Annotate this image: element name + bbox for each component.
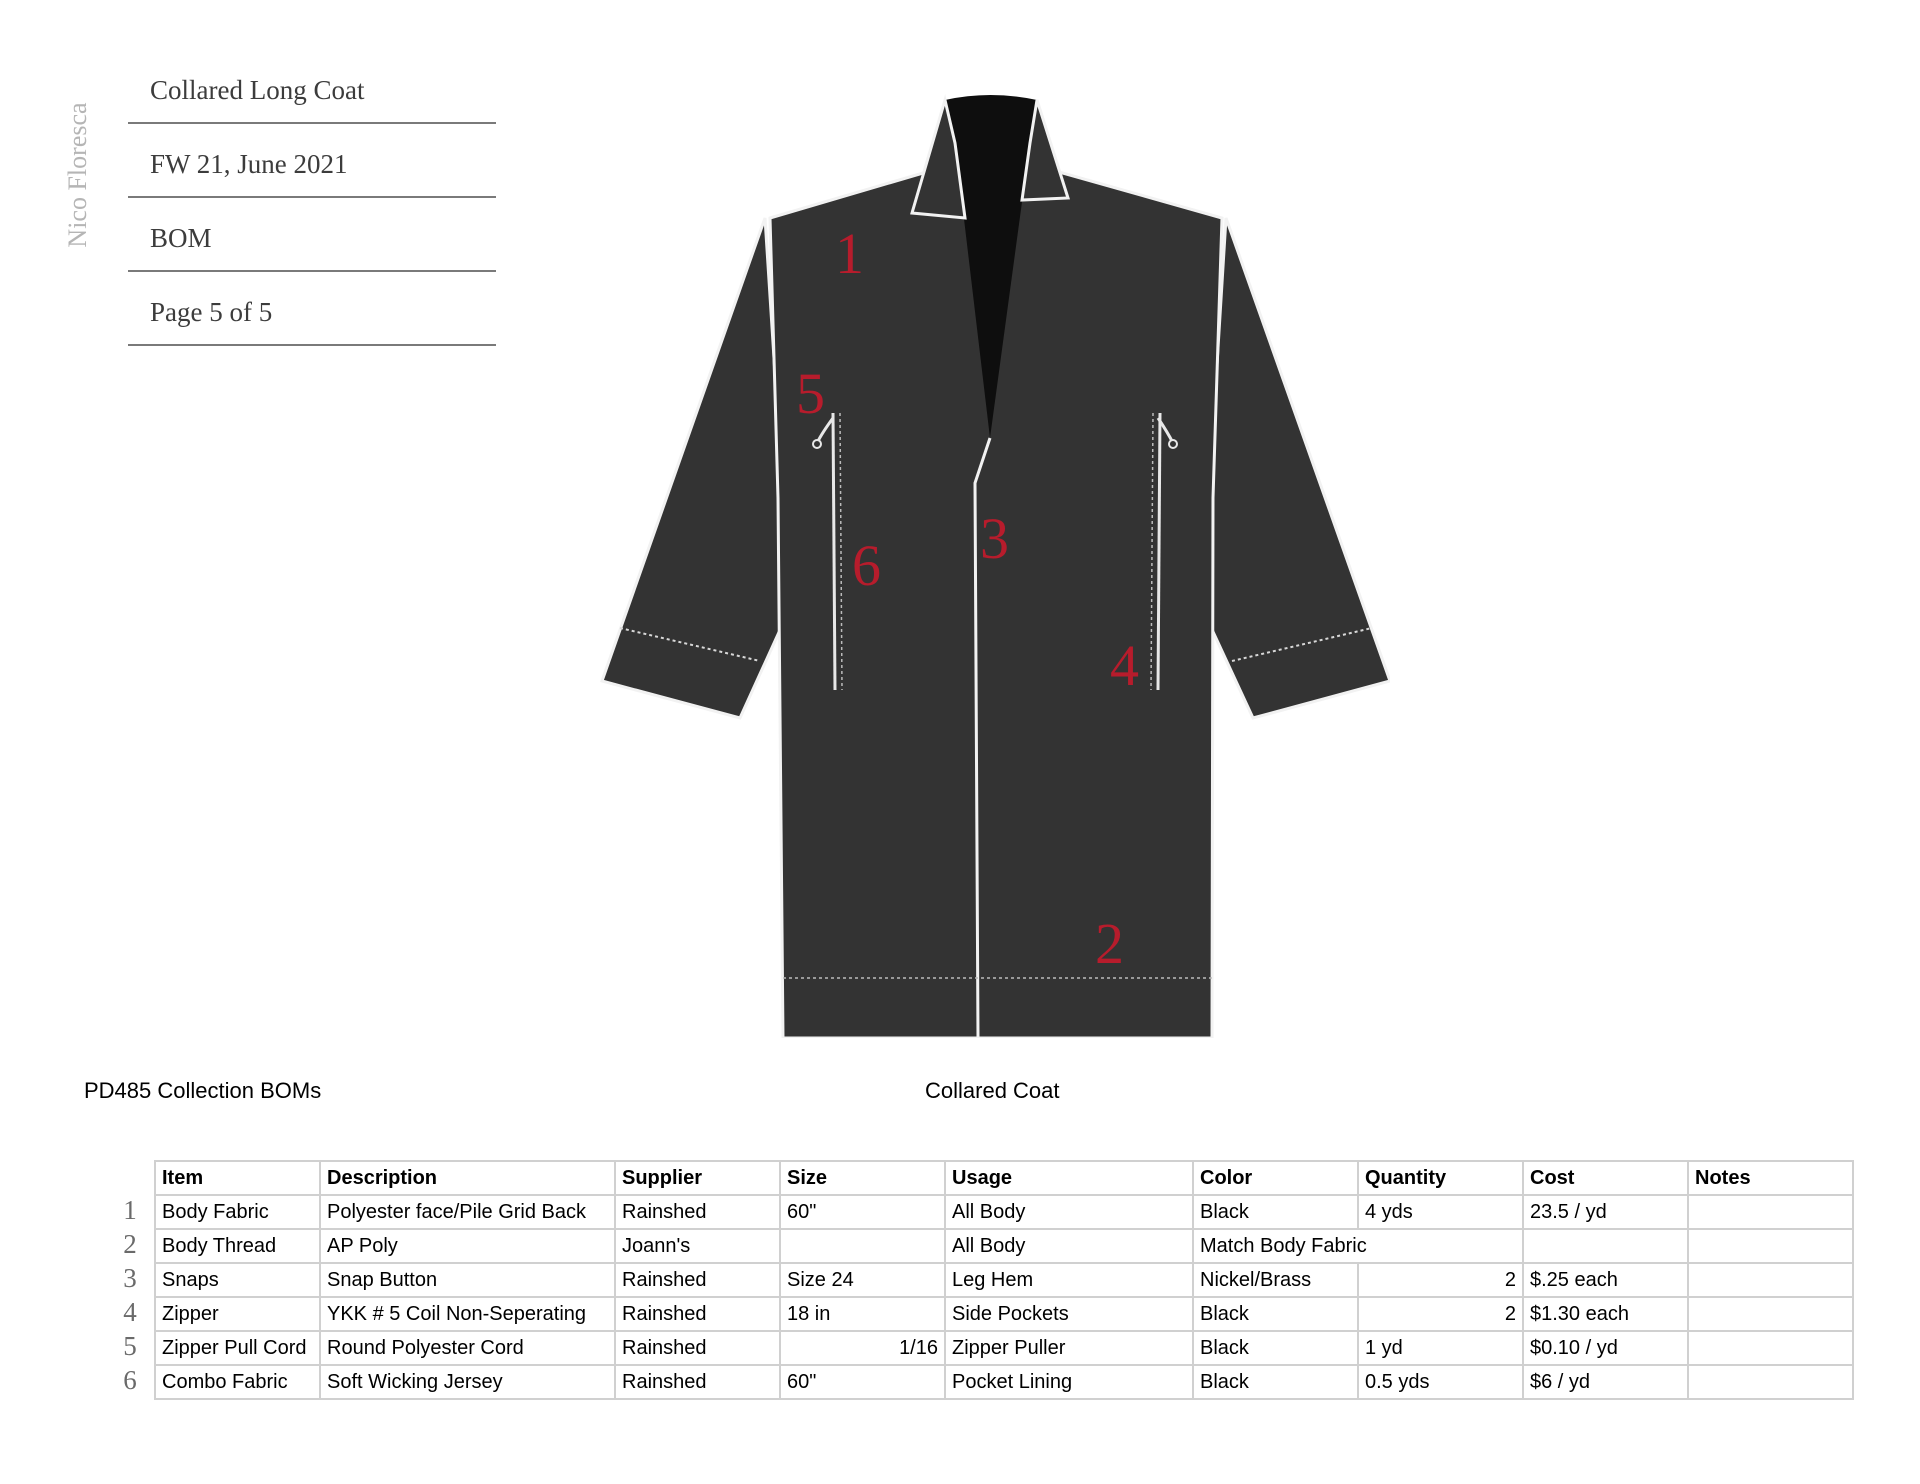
row-number: 5 bbox=[123, 1331, 137, 1361]
cell-color: Match Body Fabric bbox=[1193, 1229, 1523, 1263]
cell-size: 1/16 bbox=[780, 1331, 945, 1365]
cell-usage: Zipper Puller bbox=[945, 1331, 1193, 1365]
garment-title: Collared Long Coat bbox=[128, 52, 496, 124]
cell-item: Snaps bbox=[155, 1263, 320, 1297]
callout-5: 5 bbox=[796, 361, 825, 426]
cell-quantity: 2 bbox=[1358, 1263, 1523, 1297]
season-date: FW 21, June 2021 bbox=[128, 126, 496, 198]
column-header: Size bbox=[780, 1161, 945, 1195]
left-sleeve bbox=[602, 218, 790, 718]
table-row bbox=[155, 1229, 1853, 1263]
cell-item: Zipper Pull Cord bbox=[155, 1331, 320, 1365]
document-type: BOM bbox=[128, 200, 496, 272]
cell-supplier: Rainshed bbox=[615, 1195, 780, 1229]
page-number: Page 5 of 5 bbox=[128, 274, 496, 346]
cell-notes bbox=[1688, 1229, 1853, 1263]
cell-quantity: 4 yds bbox=[1358, 1195, 1523, 1229]
cell-item: Combo Fabric bbox=[155, 1365, 320, 1399]
table-row bbox=[155, 1365, 1853, 1399]
cell-color: Nickel/Brass bbox=[1193, 1263, 1358, 1297]
column-header: Color bbox=[1193, 1161, 1358, 1195]
cell-notes bbox=[1688, 1297, 1853, 1331]
cell-supplier: Rainshed bbox=[615, 1365, 780, 1399]
cell-notes bbox=[1688, 1263, 1853, 1297]
cell-quantity: 1 yd bbox=[1358, 1331, 1523, 1365]
column-header: Item bbox=[155, 1161, 320, 1195]
cell-size bbox=[780, 1229, 945, 1263]
cell-usage: Leg Hem bbox=[945, 1263, 1193, 1297]
cell-description: Soft Wicking Jersey bbox=[320, 1365, 615, 1399]
column-header: Notes bbox=[1688, 1161, 1853, 1195]
cell-description: Round Polyester Cord bbox=[320, 1331, 615, 1365]
cell-usage: Side Pockets bbox=[945, 1297, 1193, 1331]
title-block bbox=[128, 52, 496, 346]
row-number: 6 bbox=[123, 1365, 137, 1395]
cell-notes bbox=[1688, 1331, 1853, 1365]
cell-notes bbox=[1688, 1195, 1853, 1229]
cell-color: Black bbox=[1193, 1195, 1358, 1229]
callout-4: 4 bbox=[1110, 633, 1139, 698]
callout-6: 6 bbox=[852, 533, 881, 598]
cell-notes bbox=[1688, 1365, 1853, 1399]
column-header: Quantity bbox=[1358, 1161, 1523, 1195]
cell-quantity: 2 bbox=[1358, 1297, 1523, 1331]
bom-table bbox=[154, 1160, 1854, 1400]
garment-caption: Collared Coat bbox=[925, 1078, 1060, 1103]
table-row bbox=[155, 1263, 1853, 1297]
left-zipper-pull-end bbox=[813, 440, 821, 448]
callout-1: 1 bbox=[835, 221, 864, 286]
coat-flat-sketch bbox=[590, 88, 1390, 1038]
row-number: 2 bbox=[123, 1229, 137, 1259]
cell-supplier: Rainshed bbox=[615, 1331, 780, 1365]
table-row bbox=[155, 1195, 1853, 1229]
cell-usage: All Body bbox=[945, 1195, 1193, 1229]
cell-quantity: 0.5 yds bbox=[1358, 1365, 1523, 1399]
cell-color: Black bbox=[1193, 1365, 1358, 1399]
right-sleeve bbox=[1202, 218, 1390, 718]
cell-cost: $.25 each bbox=[1523, 1263, 1688, 1297]
cell-item: Zipper bbox=[155, 1297, 320, 1331]
callout-3: 3 bbox=[980, 506, 1009, 571]
table-row bbox=[155, 1297, 1853, 1331]
right-zipper-pull-end bbox=[1169, 440, 1177, 448]
cell-usage: All Body bbox=[945, 1229, 1193, 1263]
right-pocket-zipper bbox=[1158, 413, 1160, 690]
table-header-row bbox=[155, 1161, 1853, 1195]
cell-size: 60" bbox=[780, 1195, 945, 1229]
cell-description: AP Poly bbox=[320, 1229, 615, 1263]
cell-description: Snap Button bbox=[320, 1263, 615, 1297]
collection-caption: PD485 Collection BOMs bbox=[84, 1078, 322, 1103]
cell-color: Black bbox=[1193, 1297, 1358, 1331]
left-pocket-zipper bbox=[833, 413, 835, 690]
cell-cost: 23.5 / yd bbox=[1523, 1195, 1688, 1229]
cell-cost bbox=[1523, 1229, 1688, 1263]
cell-cost: $0.10 / yd bbox=[1523, 1331, 1688, 1365]
cell-cost: $1.30 each bbox=[1523, 1297, 1688, 1331]
column-header: Usage bbox=[945, 1161, 1193, 1195]
row-number: 4 bbox=[123, 1297, 137, 1327]
column-header: Description bbox=[320, 1161, 615, 1195]
callout-2: 2 bbox=[1095, 911, 1124, 976]
row-number: 1 bbox=[123, 1195, 137, 1225]
cell-size: 60" bbox=[780, 1365, 945, 1399]
cell-description: YKK # 5 Coil Non-Seperating bbox=[320, 1297, 615, 1331]
cell-usage: Pocket Lining bbox=[945, 1365, 1193, 1399]
cell-size: Size 24 bbox=[780, 1263, 945, 1297]
cell-color: Black bbox=[1193, 1331, 1358, 1365]
cell-item: Body Thread bbox=[155, 1229, 320, 1263]
cell-supplier: Rainshed bbox=[615, 1263, 780, 1297]
cell-supplier: Joann's bbox=[615, 1229, 780, 1263]
cell-item: Body Fabric bbox=[155, 1195, 320, 1229]
cell-supplier: Rainshed bbox=[615, 1297, 780, 1331]
table-row bbox=[155, 1331, 1853, 1365]
column-header: Supplier bbox=[615, 1161, 780, 1195]
designer-name: Nico Floresca bbox=[63, 102, 92, 248]
cell-size: 18 in bbox=[780, 1297, 945, 1331]
cell-cost: $6 / yd bbox=[1523, 1365, 1688, 1399]
column-header: Cost bbox=[1523, 1161, 1688, 1195]
row-number: 3 bbox=[123, 1263, 137, 1293]
cell-description: Polyester face/Pile Grid Back bbox=[320, 1195, 615, 1229]
